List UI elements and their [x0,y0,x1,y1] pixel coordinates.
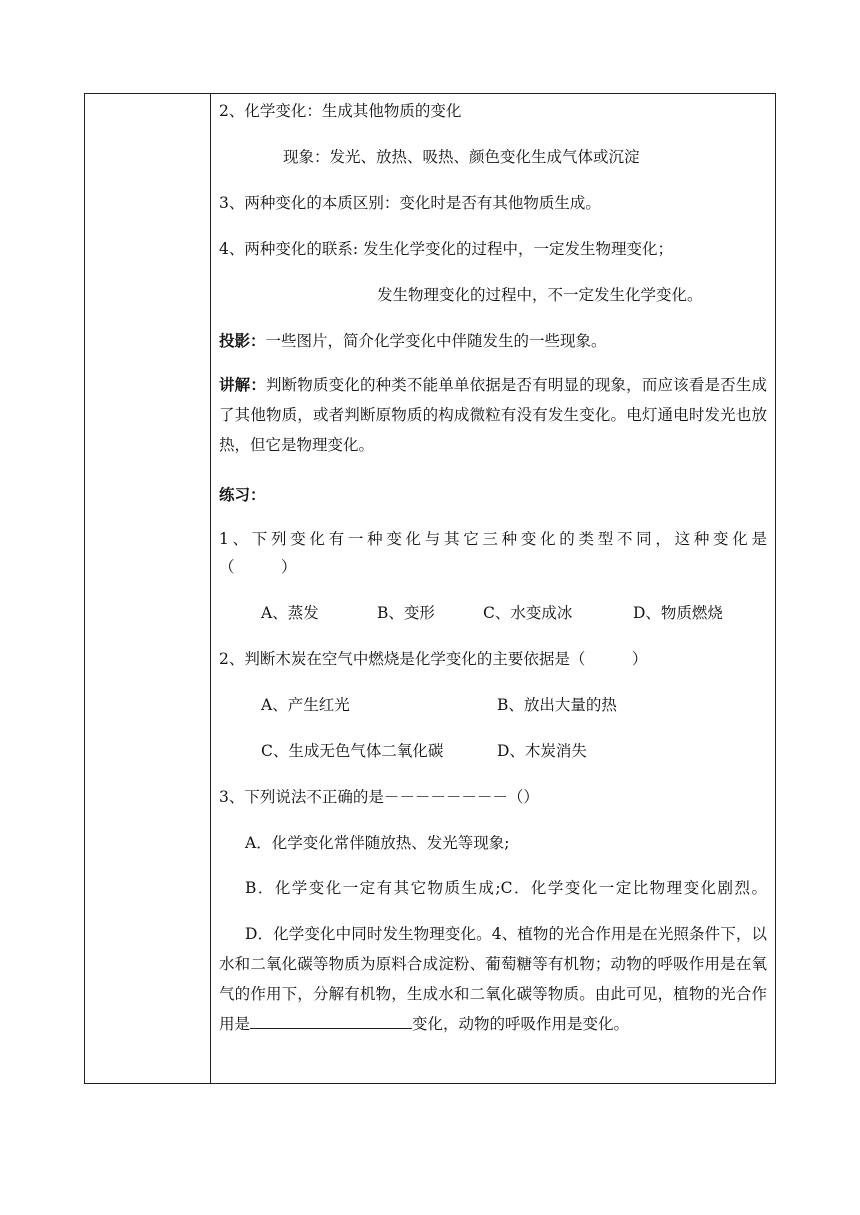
projection-text: 一些图片，简介化学变化中伴随发生的一些现象。 [265,332,607,350]
q1-stem-line2: （ ） [219,558,297,576]
relationship-line-1: 4、两种变化的联系: 发生化学变化的过程中，一定发生物理变化； [219,240,674,258]
q1-stem-line1: 1、下列变化有一种变化与其它三种变化的类型不同，这种变化是 [219,530,767,548]
q3-option-a: A．化学变化常伴随放热、发光等现象; [245,834,510,852]
q2-stem: 2、判断木炭在空气中燃烧是化学变化的主要依据是（ ） [219,650,648,668]
chemical-change-phenomena: 现象：发光、放热、吸热、颜色变化生成气体或沉淀 [283,148,640,166]
q2-option-c: C、生成无色气体二氧化碳 [261,742,444,760]
q1-option-b: B、变形 [377,604,435,622]
q2-option-a: A、产生红光 [261,696,350,714]
q2-option-d: D、木炭消失 [497,742,587,760]
q4-answer-blank-1[interactable] [250,1010,412,1029]
lecture-label: 讲解： [219,375,266,394]
projection-line [219,331,607,351]
q1-option-d: D、物质燃烧 [633,604,723,622]
q3-option-b-c: B．化学变化一定有其它物质生成;C．化学变化一定比物理变化剧烈。 [245,879,767,897]
q3-stem: 3、下列说法不正确的是－－－－－－－－（） [219,788,539,806]
content-cell [85,94,775,1083]
q4-text-part-1: D．化学变化中同时发生物理变化。4、植物的光合作用是在光照条件下，以水和二氧化碳等物质为原料合成淀粉、葡萄糖等有机物；动物的呼吸作用是在氧气的作用下，分解有机物，生成水和二氧化碳等物质。由此可见，植物的光合作用是 [219,925,767,1033]
lecture-text: 判断物质变化的种类不能单单依据是否有明显的现象，而应该看是否生成了其他物质，或者判断原物质的构成微粒有没有发生变化。电灯通电时发光也放热，但它是物理变化。 [219,376,767,454]
projection-label: 投影： [219,331,266,350]
practice-heading: 练习： [219,485,266,504]
relationship-line-2: 发生物理变化的过程中，不一定发生化学变化。 [377,286,703,304]
lesson-table [84,93,776,1084]
q1-option-c: C、水变成冰 [483,604,573,622]
essential-difference: 3、两种变化的本质区别：变化时是否有其他物质生成。 [219,194,601,212]
q2-option-b: B、放出大量的热 [497,696,617,714]
q4-text-part-2: 变化，动物的呼吸作用是 [412,1015,583,1033]
q3-option-d-and-q4 [219,919,767,1039]
q1-option-a: A、蒸发 [261,604,319,622]
lecture-paragraph [219,370,767,460]
chemical-change-title: 2、化学变化：生成其他物质的变化 [219,102,462,120]
q4-text-part-3: 变化。 [582,1015,630,1033]
